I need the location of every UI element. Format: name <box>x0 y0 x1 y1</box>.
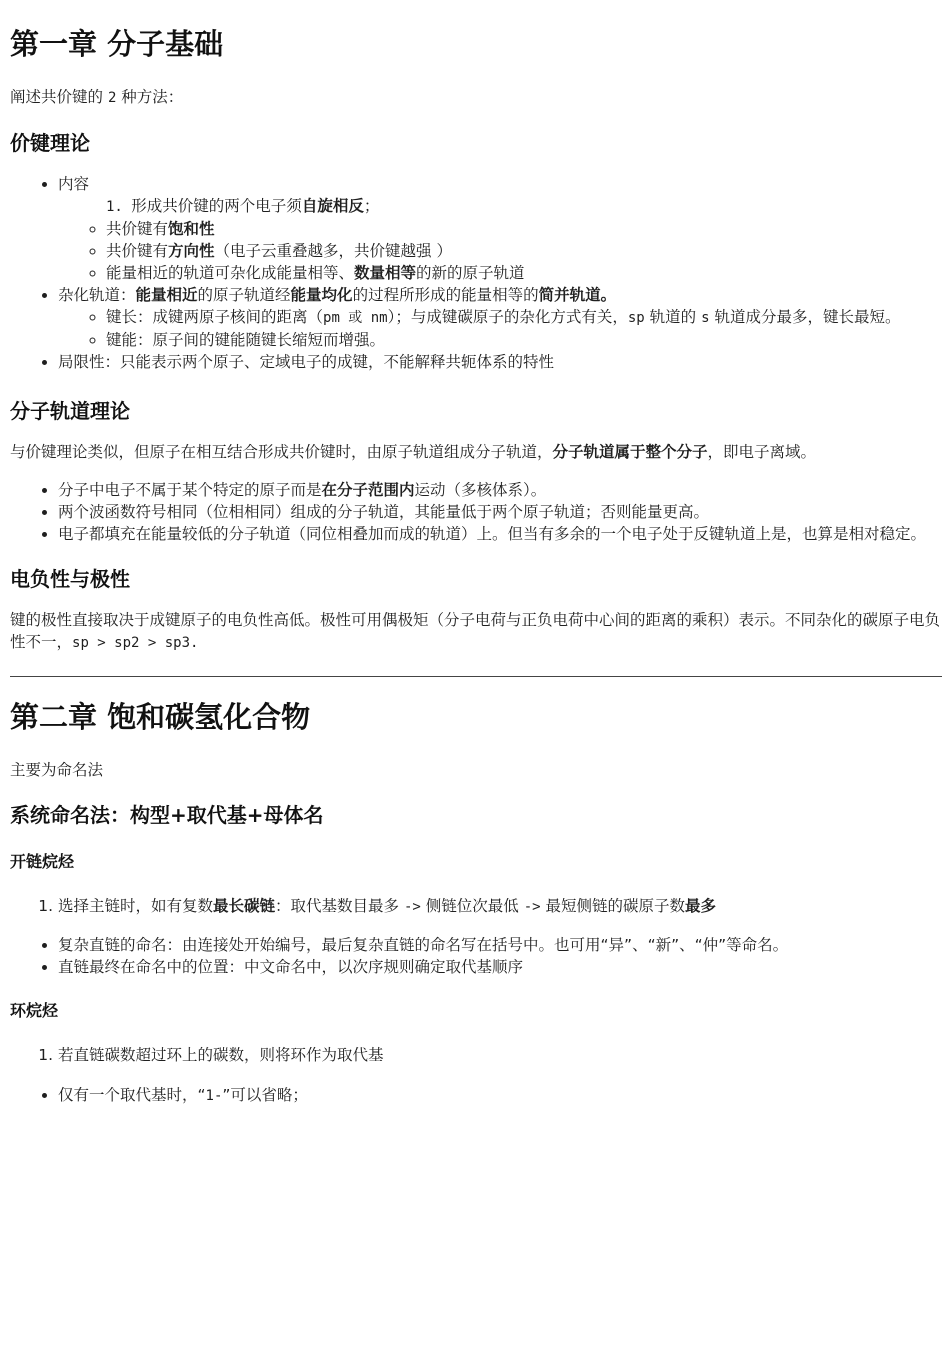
open-chain-list <box>10 934 942 978</box>
list-item: • 两个波函数符号相同（位相相同）组成的分子轨道，其能量低于两个原子轨道；否则能量更高。 <box>58 501 942 523</box>
content-numbered-list <box>58 195 942 218</box>
list-item: ◦ 键长：成键两原子核间的距离（pm 或 nm）；与成键碳原子的杂化方式有关，sp 轨道的 s 轨道成分最多，键长最短。 <box>106 306 942 329</box>
content-sub-list <box>58 218 942 284</box>
list-item: • 杂化轨道：能量相近的原子轨道经能量均化的过程所形成的能量相等的简并轨道。 ◦ 键长：成键两原子核间的距离（pm 或 nm）；与成键碳原子的杂化方式有关，sp 轨道的 s 轨道成分最多，键长最短。 ◦ 键能：原子间的键能随键长缩短而增强。 <box>58 284 942 351</box>
list-item: • 局限性：只能表示两个原子、定域电子的成键，不能解释共轭体系的特性 <box>58 351 942 373</box>
section-valence-bond-heading: 价键理论 <box>10 131 90 155</box>
list-item: ◦ 能量相近的轨道可杂化成能量相等、数量相等的新的原子轨道 <box>106 262 942 284</box>
list-item: ◦ 共价键有方向性（电子云重叠越多，共价键越强 ） <box>106 240 942 262</box>
molecular-orbital-list <box>10 479 942 545</box>
list-item: ◦ 键能：原子间的键能随键长缩短而增强。 <box>106 329 942 351</box>
open-chain-numbered-list <box>10 895 942 918</box>
chapter-1-intro: 阐述共价键的 2 种方法： <box>10 88 184 106</box>
list-item: • 复杂直链的命名：由连接处开始编号，最后复杂直链的命名写在括号中。也可用“异”、“新”、“仲”等命名。 <box>58 934 942 956</box>
valence-bond-list <box>10 173 942 373</box>
chapter-1-title: 第一章 分子基础 <box>10 27 224 61</box>
molecular-orbital-paragraph: 与价键理论类似，但原子在相互结合形成共价键时，由原子轨道组成分子轨道，分子轨道属于整个分子，即电子离域。 <box>10 443 817 461</box>
list-item: • 直链最终在命名中的位置：中文命名中，以次序规则确定取代基顺序 <box>58 956 942 978</box>
section-molecular-orbital-heading: 分子轨道理论 <box>10 399 130 423</box>
subsection-open-chain-heading: 开链烷烃 <box>10 852 75 871</box>
list-item: 1. 形成共价键的两个电子须自旋相反； <box>106 195 942 218</box>
cycloalkane-list <box>10 1084 942 1107</box>
list-item: • 分子中电子不属于某个特定的原子而是在分子范围内运动（多核体系）。 <box>58 479 942 501</box>
list-item: • 内容 1. 形成共价键的两个电子须自旋相反； ◦ 共价键有饱和性 ◦ 共价键有方向性（电子云重叠越多，共价键越强 ） ◦ 能量相近的轨道可杂化成能量相等、数量相等的新的原子轨道 <box>58 173 942 284</box>
chapter-2-title: 第二章 饱和碳氢化合物 <box>10 700 311 734</box>
orbital-sub-list <box>58 306 942 351</box>
list-item: • 仅有一个取代基时，“1-”可以省略； <box>58 1084 942 1107</box>
chapter-2-intro: 主要为命名法 <box>10 761 104 779</box>
section-electronegativity-heading: 电负性与极性 <box>10 567 130 591</box>
list-item: ◦ 共价键有饱和性 <box>106 218 942 240</box>
list-item: 1. 选择主链时，如有复数最长碳链：取代基数目最多 -> 侧链位次最低 -> 最短侧链的碳原子数最多 <box>58 895 942 918</box>
subsection-cycloalkane-heading: 环烷烃 <box>10 1001 59 1020</box>
cycloalkane-numbered-list <box>10 1044 942 1066</box>
electronegativity-paragraph: 键的极性直接取决于成键原子的电负性高低。极性可用偶极矩（分子电荷与正负电荷中心间的距离的乘积）表示。不同杂化的碳原子电负性不一，sp > sp2 > sp3. <box>10 611 941 651</box>
list-item: • 电子都填充在能量较低的分子轨道（同位相叠加而成的轨道）上。但当有多余的一个电子处于反键轨道上是，也算是相对稳定。 <box>58 523 942 545</box>
section-systematic-naming-heading: 系统命名法：构型+取代基+母体名 <box>10 803 324 827</box>
list-item: 1. 若直链碳数超过环上的碳数，则将环作为取代基 <box>58 1044 942 1066</box>
